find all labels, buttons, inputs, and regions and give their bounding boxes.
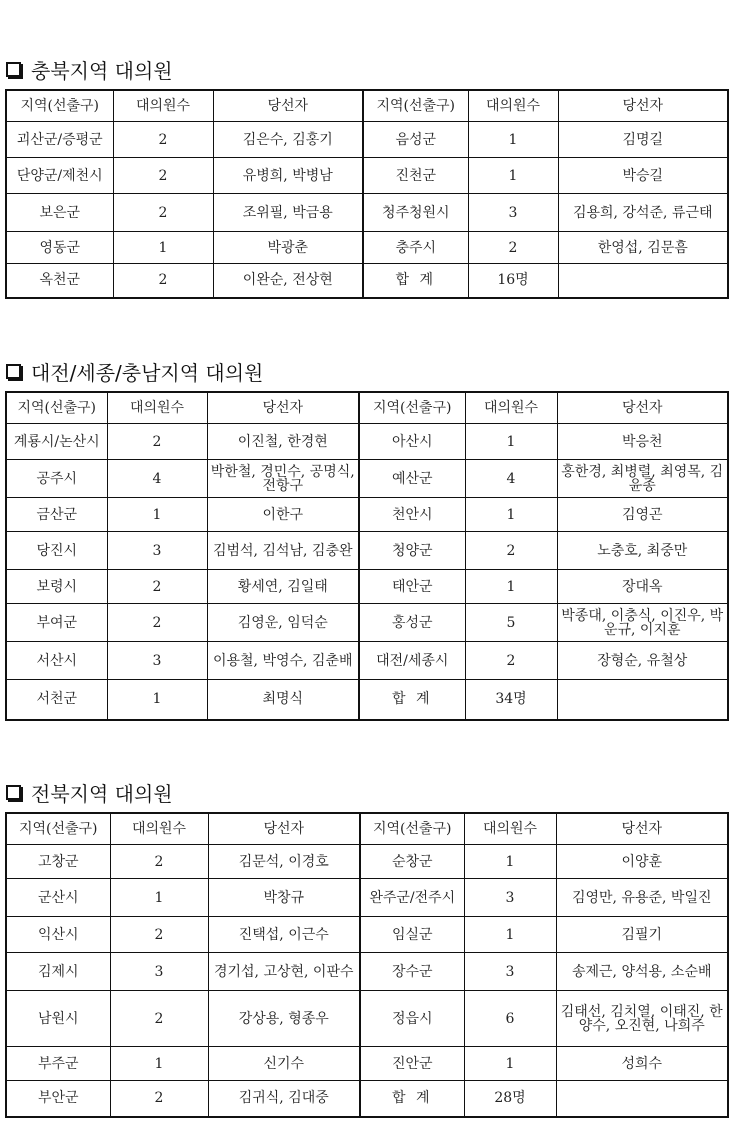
- region-cell: 공주시: [6, 460, 107, 498]
- header-elected: 당선자: [213, 90, 363, 122]
- elected-cell: 경기섭, 고상현, 이판수: [208, 953, 360, 991]
- elected-cell: 김명길: [558, 122, 728, 158]
- table-row: [6, 498, 728, 532]
- table-row: [6, 264, 728, 298]
- region-cell: 옥천군: [6, 264, 113, 298]
- region-cell: 군산시: [6, 879, 110, 917]
- elected-cell: 김필기: [556, 917, 728, 953]
- elected-cell: 이진철, 한경현: [207, 424, 359, 460]
- elected-cell: 김문석, 이경호: [208, 845, 360, 879]
- region-cell: 음성군: [363, 122, 468, 158]
- elected-cell: 박승길: [558, 158, 728, 194]
- elected-cell: 김은수, 김홍기: [213, 122, 363, 158]
- table-row: [6, 122, 728, 158]
- region-cell: 고창군: [6, 845, 110, 879]
- region-cell: 당진시: [6, 532, 107, 570]
- header-region: 지역(선출구): [360, 813, 464, 845]
- count-cell: 2: [107, 424, 207, 460]
- header-elected: 당선자: [557, 392, 728, 424]
- total-label: 합 계: [360, 1081, 464, 1117]
- count-cell: 1: [107, 498, 207, 532]
- count-cell: 2: [107, 604, 207, 642]
- count-cell: 1: [468, 122, 558, 158]
- total-count: 28명: [464, 1081, 556, 1117]
- table-row: [6, 917, 728, 953]
- table-row: [6, 232, 728, 264]
- region-cell: 부여군: [6, 604, 107, 642]
- region-cell: 천안시: [359, 498, 465, 532]
- elected-cell: 박응천: [557, 424, 728, 460]
- region-cell: 괴산군/증평군: [6, 122, 113, 158]
- count-cell: 2: [110, 1081, 208, 1117]
- elected-cell: 강상용, 형종우: [208, 991, 360, 1047]
- region-cell: 김제시: [6, 953, 110, 991]
- count-cell: 1: [110, 1047, 208, 1081]
- table-row: [6, 194, 728, 232]
- header-count: 대의원수: [113, 90, 213, 122]
- elected-cell: 이완순, 전상현: [213, 264, 363, 298]
- section-title-text: 충북지역 대의원: [31, 58, 173, 83]
- section-title-text: 대전/세종/충남지역 대의원: [31, 360, 264, 385]
- count-cell: 1: [465, 570, 557, 604]
- elected-cell: 유병희, 박병남: [213, 158, 363, 194]
- table-row: [6, 680, 728, 720]
- count-cell: 2: [113, 194, 213, 232]
- count-cell: 3: [464, 879, 556, 917]
- header-row: [6, 392, 728, 424]
- header-elected: 당선자: [208, 813, 360, 845]
- header-count: 대의원수: [110, 813, 208, 845]
- table-row: [6, 1047, 728, 1081]
- elected-cell: 신기수: [208, 1047, 360, 1081]
- header-count: 대의원수: [107, 392, 207, 424]
- count-cell: 6: [464, 991, 556, 1047]
- table-row: [6, 991, 728, 1047]
- region-cell: 임실군: [360, 917, 464, 953]
- count-cell: 2: [468, 232, 558, 264]
- count-cell: 2: [465, 642, 557, 680]
- count-cell: 1: [464, 917, 556, 953]
- elected-cell: 김용희, 강석준, 류근태: [558, 194, 728, 232]
- elected-cell: 김범석, 김석남, 김충완: [207, 532, 359, 570]
- region-cell: 단양군/제천시: [6, 158, 113, 194]
- header-region: 지역(선출구): [363, 90, 468, 122]
- table-row: [6, 424, 728, 460]
- elected-cell: 박종대, 이충식, 이진우, 박운규, 이지훈: [557, 604, 728, 642]
- region-cell: 순창군: [360, 845, 464, 879]
- count-cell: 2: [110, 845, 208, 879]
- region-cell: 대전/세종시: [359, 642, 465, 680]
- elected-cell: 김영운, 임덕순: [207, 604, 359, 642]
- header-region: 지역(선출구): [6, 392, 107, 424]
- count-cell: 2: [113, 158, 213, 194]
- total-count: 34명: [465, 680, 557, 720]
- total-count: 16명: [468, 264, 558, 298]
- region-cell: 남원시: [6, 991, 110, 1047]
- count-cell: 4: [107, 460, 207, 498]
- region-cell: 홍성군: [359, 604, 465, 642]
- count-cell: 1: [465, 498, 557, 532]
- elected-cell: 김태선, 김치열, 이태진, 한양수, 오진현, 나희주: [556, 991, 728, 1047]
- elected-cell: 조위필, 박금용: [213, 194, 363, 232]
- table-row: [6, 642, 728, 680]
- count-cell: 2: [465, 532, 557, 570]
- elected-cell: 장대옥: [557, 570, 728, 604]
- count-cell: 1: [468, 158, 558, 194]
- header-elected: 당선자: [556, 813, 728, 845]
- table-row: [6, 570, 728, 604]
- region-cell: 서천군: [6, 680, 107, 720]
- header-count: 대의원수: [468, 90, 558, 122]
- elected-cell: 이양훈: [556, 845, 728, 879]
- elected-cell: 성희수: [556, 1047, 728, 1081]
- header-region: 지역(선출구): [359, 392, 465, 424]
- header-region: 지역(선출구): [6, 90, 113, 122]
- checkbox-square-icon: [6, 785, 21, 800]
- header-row: [6, 90, 728, 122]
- table-row: [6, 532, 728, 570]
- elected-cell: 박한철, 경민수, 공명식, 전항구: [207, 460, 359, 498]
- region-cell: 예산군: [359, 460, 465, 498]
- region-cell: 금산군: [6, 498, 107, 532]
- region-cell: 부주군: [6, 1047, 110, 1081]
- region-cell: 영동군: [6, 232, 113, 264]
- count-cell: 3: [464, 953, 556, 991]
- section-title-chungbuk: [6, 56, 173, 82]
- table-jeonbuk: [5, 812, 729, 1118]
- count-cell: 5: [465, 604, 557, 642]
- count-cell: 3: [468, 194, 558, 232]
- section-title-text: 전북지역 대의원: [31, 781, 173, 806]
- elected-cell: 김영만, 유용준, 박일진: [556, 879, 728, 917]
- count-cell: 1: [110, 879, 208, 917]
- elected-cell: 홍한경, 최병렬, 최영목, 김윤종: [557, 460, 728, 498]
- region-cell: 보은군: [6, 194, 113, 232]
- region-cell: 충주시: [363, 232, 468, 264]
- count-cell: 4: [465, 460, 557, 498]
- region-cell: 청양군: [359, 532, 465, 570]
- region-cell: 보령시: [6, 570, 107, 604]
- region-cell: 부안군: [6, 1081, 110, 1117]
- region-cell: 진안군: [360, 1047, 464, 1081]
- count-cell: 3: [107, 642, 207, 680]
- elected-cell: 한영섭, 김문흠: [558, 232, 728, 264]
- count-cell: 2: [110, 991, 208, 1047]
- region-cell: 익산시: [6, 917, 110, 953]
- total-label: 합 계: [363, 264, 468, 298]
- count-cell: 1: [465, 424, 557, 460]
- table-row: [6, 879, 728, 917]
- table-row: [6, 1081, 728, 1117]
- header-row: [6, 813, 728, 845]
- elected-cell: 김영곤: [557, 498, 728, 532]
- elected-cell: 진택섭, 이근수: [208, 917, 360, 953]
- count-cell: 1: [464, 845, 556, 879]
- table-row: [6, 604, 728, 642]
- elected-cell: 장형순, 유철상: [557, 642, 728, 680]
- count-cell: 2: [113, 122, 213, 158]
- table-daejeon-sejong-chungnam: [5, 391, 729, 721]
- table-chungbuk: [5, 89, 729, 299]
- count-cell: 1: [113, 232, 213, 264]
- count-cell: 2: [113, 264, 213, 298]
- elected-cell: 김귀식, 김대중: [208, 1081, 360, 1117]
- region-cell: 청주청원시: [363, 194, 468, 232]
- elected-cell: 최명식: [207, 680, 359, 720]
- region-cell: 계룡시/논산시: [6, 424, 107, 460]
- elected-cell: 이한구: [207, 498, 359, 532]
- elected-cell: 황세연, 김일태: [207, 570, 359, 604]
- header-region: 지역(선출구): [6, 813, 110, 845]
- total-label: 합 계: [359, 680, 465, 720]
- section-title-daejeon-sejong-chungnam: [6, 358, 263, 384]
- region-cell: 진천군: [363, 158, 468, 194]
- header-elected: 당선자: [558, 90, 728, 122]
- region-cell: 완주군/전주시: [360, 879, 464, 917]
- elected-cell: [558, 264, 728, 298]
- elected-cell: [557, 680, 728, 720]
- region-cell: 태안군: [359, 570, 465, 604]
- region-cell: 정읍시: [360, 991, 464, 1047]
- table-row: [6, 845, 728, 879]
- count-cell: 3: [107, 532, 207, 570]
- count-cell: 1: [107, 680, 207, 720]
- region-cell: 서산시: [6, 642, 107, 680]
- elected-cell: 노충호, 최중만: [557, 532, 728, 570]
- elected-cell: 박창규: [208, 879, 360, 917]
- elected-cell: [556, 1081, 728, 1117]
- count-cell: 2: [107, 570, 207, 604]
- region-cell: 아산시: [359, 424, 465, 460]
- checkbox-square-icon: [6, 364, 21, 379]
- count-cell: 1: [464, 1047, 556, 1081]
- table-row: [6, 953, 728, 991]
- header-elected: 당선자: [207, 392, 359, 424]
- region-cell: 장수군: [360, 953, 464, 991]
- checkbox-square-icon: [6, 62, 21, 77]
- count-cell: 3: [110, 953, 208, 991]
- section-title-jeonbuk: [6, 779, 173, 805]
- count-cell: 2: [110, 917, 208, 953]
- table-row: [6, 460, 728, 498]
- elected-cell: 이용철, 박영수, 김춘배: [207, 642, 359, 680]
- header-count: 대의원수: [464, 813, 556, 845]
- table-row: [6, 158, 728, 194]
- elected-cell: 박광춘: [213, 232, 363, 264]
- elected-cell: 송제근, 양석용, 소순배: [556, 953, 728, 991]
- header-count: 대의원수: [465, 392, 557, 424]
